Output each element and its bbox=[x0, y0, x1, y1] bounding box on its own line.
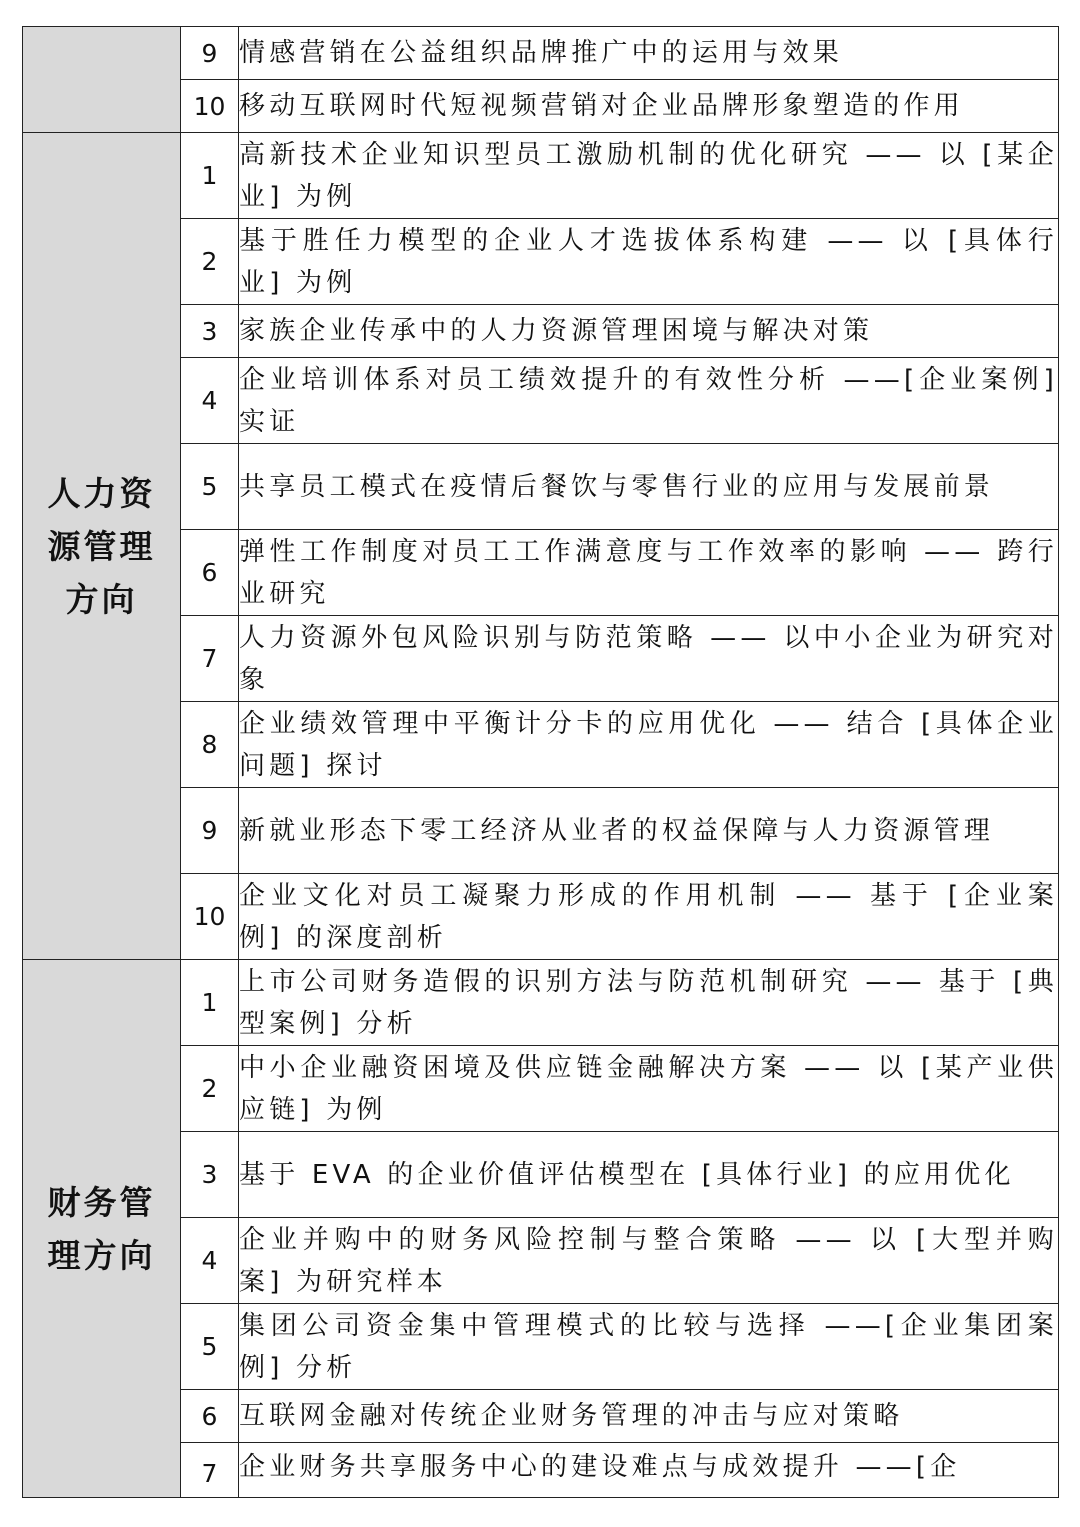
row-number: 9 bbox=[181, 27, 239, 80]
topic-title: 共享员工模式在疫情后餐饮与零售行业的应用与发展前景 bbox=[239, 444, 1059, 530]
document-page bbox=[22, 26, 1058, 1498]
table-row bbox=[23, 133, 1059, 219]
topic-title: 中小企业融资困境及供应链金融解决方案 —— 以 [某产业供应链] 为例 bbox=[239, 1046, 1059, 1132]
topic-title: 情感营销在公益组织品牌推广中的运用与效果 bbox=[239, 27, 1059, 80]
row-number: 5 bbox=[181, 444, 239, 530]
row-number: 1 bbox=[181, 133, 239, 219]
row-number: 3 bbox=[181, 305, 239, 358]
category-cell bbox=[23, 27, 181, 133]
row-number: 9 bbox=[181, 788, 239, 874]
topic-title: 集团公司资金集中管理模式的比较与选择 ——[企业集团案例] 分析 bbox=[239, 1304, 1059, 1390]
topic-title: 基于 EVA 的企业价值评估模型在 [具体行业] 的应用优化 bbox=[239, 1132, 1059, 1218]
topic-title: 弹性工作制度对员工工作满意度与工作效率的影响 —— 跨行业研究 bbox=[239, 530, 1059, 616]
row-number: 6 bbox=[181, 1390, 239, 1443]
row-number: 3 bbox=[181, 1132, 239, 1218]
row-number: 7 bbox=[181, 616, 239, 702]
thesis-topic-table bbox=[22, 26, 1059, 1498]
row-number: 1 bbox=[181, 960, 239, 1046]
row-number: 2 bbox=[181, 1046, 239, 1132]
row-number: 5 bbox=[181, 1304, 239, 1390]
topic-title: 高新技术企业知识型员工激励机制的优化研究 —— 以 [某企业] 为例 bbox=[239, 133, 1059, 219]
topic-title: 基于胜任力模型的企业人才选拔体系构建 —— 以 [具体行业] 为例 bbox=[239, 219, 1059, 305]
category-cell-hr bbox=[23, 133, 181, 960]
row-number: 2 bbox=[181, 219, 239, 305]
table-row bbox=[23, 960, 1059, 1046]
row-number: 10 bbox=[181, 874, 239, 960]
table-row bbox=[23, 27, 1059, 80]
row-number: 6 bbox=[181, 530, 239, 616]
category-label: 财务管理方向 bbox=[47, 1182, 156, 1275]
row-number: 7 bbox=[181, 1443, 239, 1498]
topic-title: 企业绩效管理中平衡计分卡的应用优化 —— 结合 [具体企业问题] 探讨 bbox=[239, 702, 1059, 788]
topic-title: 企业财务共享服务中心的建设难点与成效提升 ——[企 bbox=[239, 1443, 1059, 1498]
row-number: 10 bbox=[181, 80, 239, 133]
row-number: 8 bbox=[181, 702, 239, 788]
category-label: 人力资源管理方向 bbox=[47, 473, 156, 619]
topic-title: 上市公司财务造假的识别方法与防范机制研究 —— 基于 [典型案例] 分析 bbox=[239, 960, 1059, 1046]
category-cell-finance bbox=[23, 960, 181, 1498]
row-number: 4 bbox=[181, 1218, 239, 1304]
topic-title: 企业并购中的财务风险控制与整合策略 —— 以 [大型并购案] 为研究样本 bbox=[239, 1218, 1059, 1304]
topic-title: 移动互联网时代短视频营销对企业品牌形象塑造的作用 bbox=[239, 80, 1059, 133]
topic-title: 新就业形态下零工经济从业者的权益保障与人力资源管理 bbox=[239, 788, 1059, 874]
row-number: 4 bbox=[181, 358, 239, 444]
topic-title: 企业文化对员工凝聚力形成的作用机制 —— 基于 [企业案例] 的深度剖析 bbox=[239, 874, 1059, 960]
topic-title: 家族企业传承中的人力资源管理困境与解决对策 bbox=[239, 305, 1059, 358]
topic-title: 人力资源外包风险识别与防范策略 —— 以中小企业为研究对象 bbox=[239, 616, 1059, 702]
topic-title: 企业培训体系对员工绩效提升的有效性分析 ——[企业案例] 实证 bbox=[239, 358, 1059, 444]
topic-title: 互联网金融对传统企业财务管理的冲击与应对策略 bbox=[239, 1390, 1059, 1443]
